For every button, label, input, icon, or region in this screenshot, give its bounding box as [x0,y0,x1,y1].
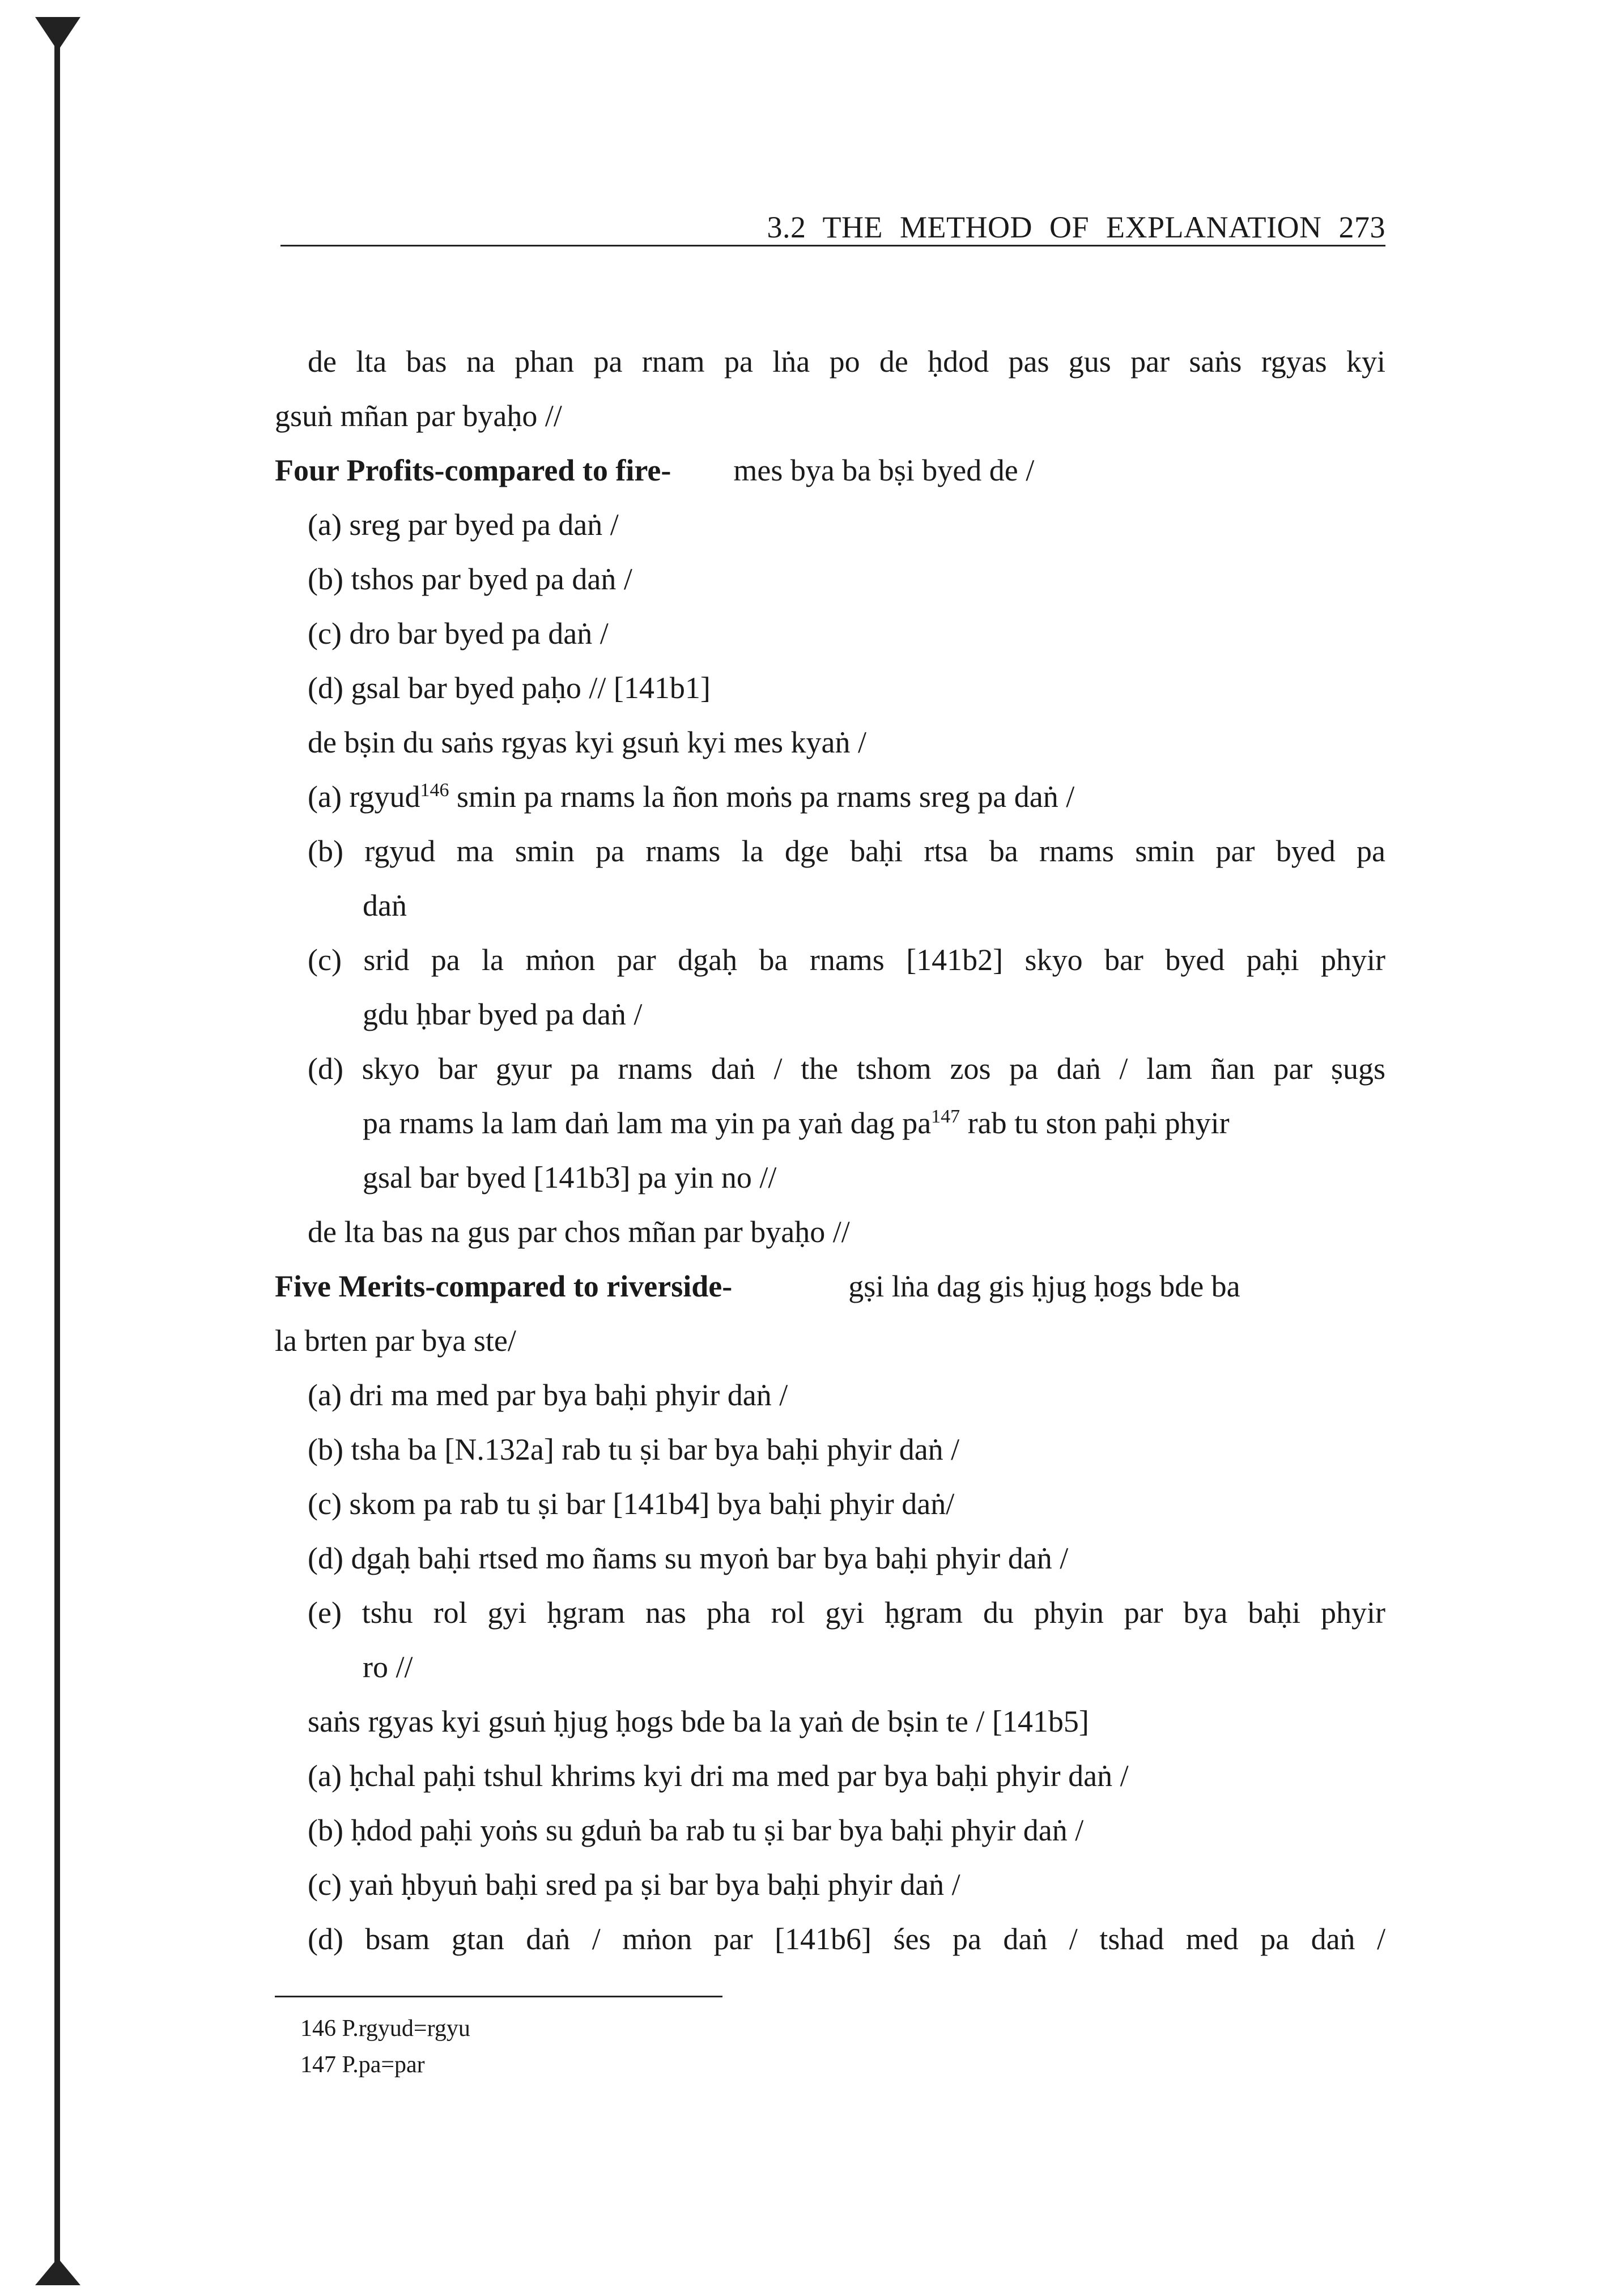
list-item: (d) dgaḥ baḥi rtsed mo ñams su myoṅ bar bya baḥi phyir daṅ / [308,1541,1069,1575]
paragraph-line: la brten par bya ste/ [275,1324,516,1358]
list-item: (a) sreg par byed pa daṅ / [308,508,619,542]
list-item: (c) skom pa rab tu ṣi bar [141b4] bya baḥi phyir daṅ/ [308,1487,955,1521]
footnotes [300,2010,470,2083]
list-item: (b) tsha ba [N.132a] rab tu ṣi bar bya baḥi phyir daṅ / [308,1432,960,1466]
fire-section-line [275,443,1385,498]
river-section-line [275,1259,1385,1313]
binding-bottom-ornament [35,2258,80,2285]
list-item: (b) ḥdod paḥi yoṅs su gduṅ ba rab tu ṣi bar bya baḥi phyir daṅ / [308,1813,1084,1847]
list-item [275,769,1385,824]
list-item-continuation: daṅ [363,888,407,922]
list-item: (a) ḥchal paḥi tshul khrims kyi dri ma med par bya baḥi phyir daṅ / [308,1759,1129,1793]
section-number: 3.2 [767,210,806,244]
list-item: (b) rgyud ma smin pa rnams la dge baḥi rtsa ba rnams smin par byed pa [308,834,1385,868]
paragraph-line: de lta bas na gus par chos mñan par byaḥo // [308,1215,850,1249]
footnote-ref-147: 147 [931,1106,960,1127]
running-header-text [767,210,1385,245]
page-body [275,334,1385,1966]
list-item-continuation: gsal bar byed [141b3] pa yin no // [363,1160,777,1194]
list-item: (c) dro bar byed pa daṅ / [308,616,609,650]
paragraph-line: gsuṅ mñan par byaḥo // [275,399,562,433]
list-item: (d) bsam gtan daṅ / mṅon par [141b6] śes pa daṅ / tshad med pa daṅ / [308,1922,1385,1956]
list-item: (d) gsal bar byed paḥo // [141b1] [308,671,711,705]
list-item: (b) tshos par byed pa daṅ / [308,562,632,596]
footnote-146: 146 P.rgyud=rgyu [300,2016,470,2042]
footnote-divider [275,1996,722,1997]
fire-section-heading: Four Profits-compared to fire- [275,453,671,487]
list-item: (d) skyo bar gyur pa rnams daṅ / the tshom zos pa daṅ / lam ñan par ṣugs [308,1052,1385,1086]
footnote-147: 147 P.pa=par [300,2052,425,2078]
list-item-text: pa rnams la lam daṅ lam ma yin pa yaṅ dag pa [363,1106,932,1140]
list-item-text: smin pa rnams la ñon moṅs pa rnams sreg pa daṅ / [449,780,1075,814]
list-item-continuation: ro // [363,1650,413,1684]
river-section-text: gṣi lṅa dag gis ḥjug ḥogs bde ba [848,1269,1240,1303]
list-item: (c) yaṅ ḥbyuṅ baḥi sred pa ṣi bar bya baḥi phyir daṅ / [308,1868,960,1902]
list-item: (a) dri ma med par bya baḥi phyir daṅ / [308,1378,788,1412]
footnote-ref-146: 146 [420,780,449,801]
paragraph-line: saṅs rgyas kyi gsuṅ ḥjug ḥogs bde ba la yaṅ de bṣin te / [141b5] [308,1704,1089,1738]
list-item-continuation: gdu ḥbar byed pa daṅ / [363,997,643,1031]
running-header [280,210,1385,246]
list-item: (e) tshu rol gyi ḥgram nas pha rol gyi ḥgram du phyin par bya baḥi phyir [308,1596,1385,1630]
page-number: 273 [1338,210,1385,244]
section-title: THE METHOD OF EXPLANATION [822,210,1322,244]
paragraph-line: de bṣin du saṅs rgyas kyi gsuṅ kyi mes kyaṅ / [308,725,866,759]
list-item: (c) srid pa la mṅon par dgaḥ ba rnams [141b2] skyo bar byed paḥi phyir [308,943,1385,977]
list-item-text: rab tu ston paḥi phyir [960,1106,1230,1140]
list-item-text: (a) rgyud [308,780,420,814]
binding-edge [54,23,60,2281]
paragraph-line: de lta bas na phan pa rnam pa lṅa po de ḥdod pas gus par saṅs rgyas kyi [308,345,1385,379]
river-section-heading: Five Merits-compared to riverside- [275,1269,733,1303]
fire-section-text: mes bya ba bṣi byed de / [733,453,1035,487]
list-item-continuation [275,1096,1385,1150]
